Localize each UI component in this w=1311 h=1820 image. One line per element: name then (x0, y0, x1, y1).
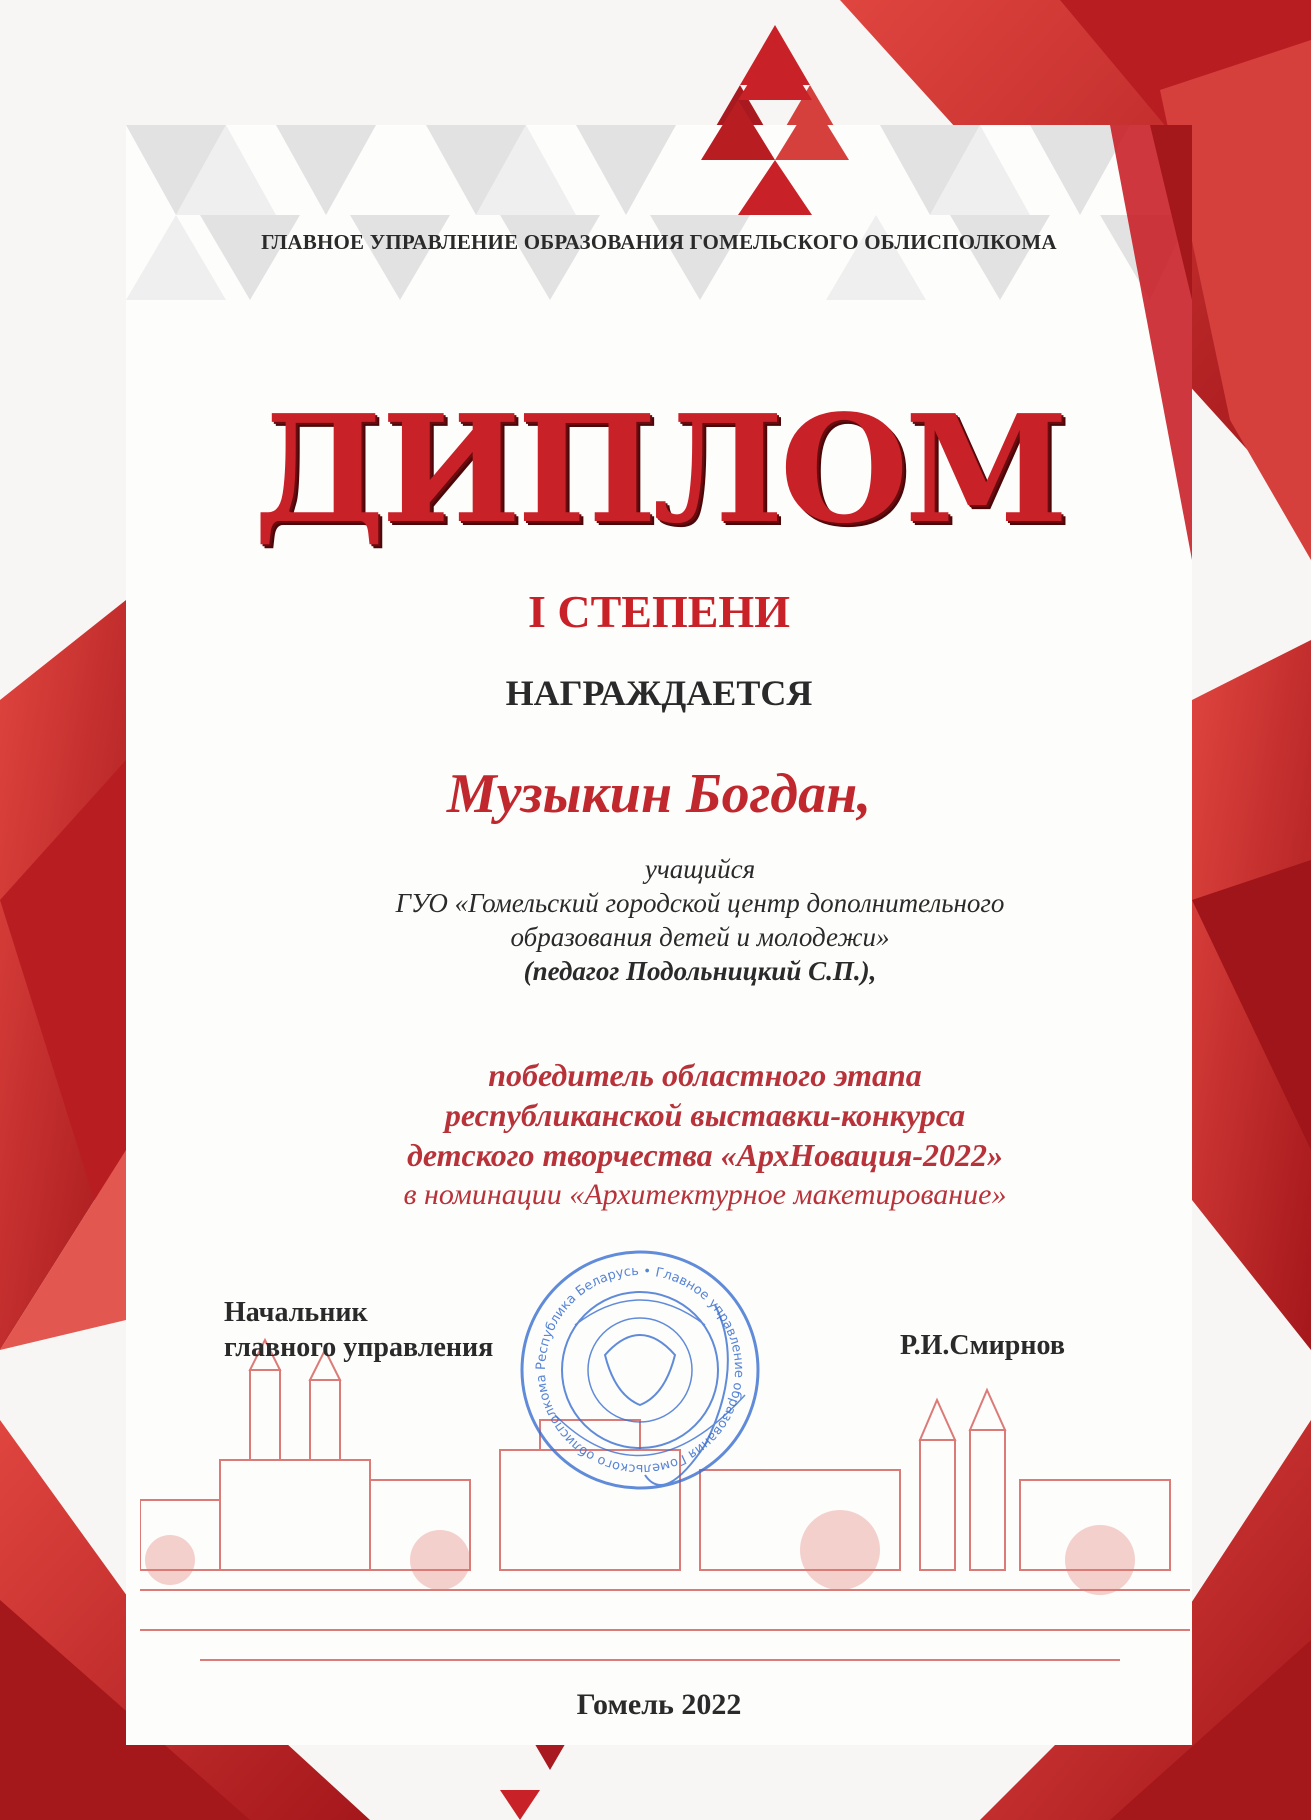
official-seal (515, 1245, 765, 1495)
institution-line-1: ГУО «Гомельский городской центр дополнительного (395, 888, 1005, 918)
place-and-year: Гомель 2022 (576, 1688, 742, 1721)
awarded-label: НАГРАЖДАЕТСЯ (505, 673, 813, 713)
signatory-name: Р.И.Смирнов (900, 1330, 1065, 1361)
signatory-title (224, 1295, 493, 1365)
signatory-title-line-2: главного управления (224, 1332, 494, 1363)
achievement-line-2: республиканской выставки-конкурса (444, 1097, 966, 1133)
recipient-name: Музыкин Богдан, (446, 763, 872, 825)
student-role: учащийся (644, 854, 756, 884)
teacher-name: (педагог Подольницкий С.П.), (523, 956, 877, 986)
seal-text: Республика Беларусь • Главное управление образования Гомельского облисполкома (533, 1263, 747, 1477)
achievement-nomination: в номинации «Архитектурное макетирование» (403, 1178, 1007, 1211)
signatory-title-line-1: Начальник (224, 1297, 368, 1328)
achievement-line-1: победитель областного этапа (488, 1057, 922, 1093)
achievement-line-3: детского творчества «АрхНовация-2022» (406, 1137, 1004, 1173)
diploma-title: ДИПЛОМ (253, 382, 1065, 556)
institution-line-2: образования детей и молодежи» (510, 922, 890, 952)
achievement-block (200, 1055, 1210, 1215)
student-info (200, 852, 1200, 988)
diploma-degree: I СТЕПЕНИ (527, 586, 790, 637)
issuing-authority-header: ГЛАВНОЕ УПРАВЛЕНИЕ ОБРАЗОВАНИЯ ГОМЕЛЬСКОГО ОБЛИСПОЛКОМА (261, 230, 1057, 254)
